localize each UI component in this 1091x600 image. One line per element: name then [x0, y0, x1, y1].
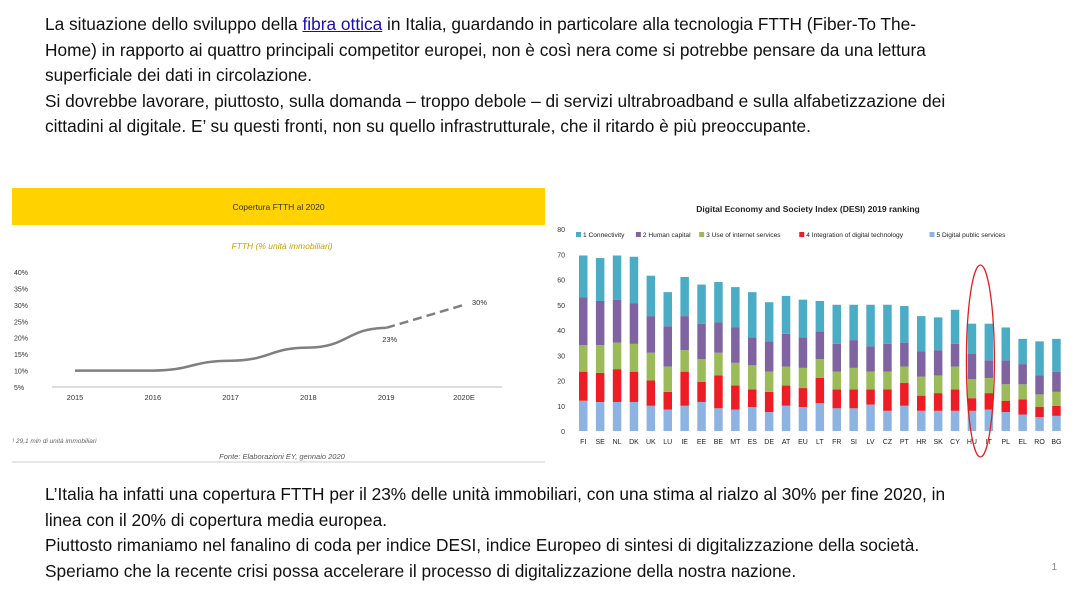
ftth-chart-svg — [12, 188, 545, 463]
bar-segment — [833, 389, 842, 408]
y-tick-label: 30% — [14, 302, 29, 310]
bar-segment — [1035, 407, 1044, 417]
x-tick-label: ES — [747, 439, 757, 446]
bar-segment — [968, 398, 977, 411]
bar-segment — [596, 258, 605, 301]
bar-segment — [664, 367, 673, 392]
bar-segment — [849, 408, 858, 431]
bar-segment — [934, 393, 943, 411]
bar-segment — [1018, 364, 1027, 384]
bar-segment — [697, 402, 706, 431]
bar-segment — [1035, 417, 1044, 431]
legend-label: 5 Digital public services — [936, 232, 1006, 239]
bar-segment — [765, 412, 774, 431]
bar-segment — [968, 324, 977, 354]
closing-line-3: Piuttosto rimaniamo nel fanalino di coda per indice DESI, indice Europeo di sintesi di digitalizzazione della società. — [45, 535, 920, 555]
y-tick-label: 35% — [14, 286, 29, 294]
x-tick-label: IE — [681, 439, 688, 446]
bar-segment — [951, 310, 960, 344]
bar-segment — [748, 389, 757, 407]
bar-segment — [1002, 384, 1011, 400]
bar-segment — [1018, 339, 1027, 364]
bar-segment — [630, 402, 639, 431]
bar-segment — [968, 379, 977, 398]
bar-segment — [613, 300, 622, 343]
y-tick-label: 40% — [14, 270, 29, 277]
x-tick-label: 2016 — [144, 393, 162, 402]
x-tick-label: RO — [1034, 439, 1045, 446]
x-tick-label: 2015 — [66, 393, 84, 402]
bar-segment — [866, 346, 875, 371]
footnote: ¹ 29,1 mln di unità immobiliari — [12, 438, 97, 445]
bar-segment — [1002, 412, 1011, 431]
ftth-coverage-chart — [12, 188, 545, 463]
x-tick-label: PL — [1001, 439, 1011, 446]
legend-label: 2 Human capital — [642, 232, 691, 239]
bar-segment — [934, 350, 943, 375]
y-tick-label: 10% — [14, 368, 29, 376]
bar-segment — [647, 381, 656, 406]
x-tick-label: CY — [950, 439, 960, 446]
bar-segment — [697, 359, 706, 382]
bar-segment — [849, 368, 858, 389]
x-tick-label: HR — [916, 439, 927, 446]
bar-segment — [1035, 341, 1044, 375]
y-tick-label: 5% — [14, 385, 25, 392]
intro-line-1: La situazione dello sviluppo della fibra ottica in Italia, guardando in particolare alla tecnologia FTTH (Fiber-To The- — [45, 14, 916, 34]
bar-segment — [833, 305, 842, 344]
x-tick-label: BE — [713, 439, 724, 446]
x-tick-label: PT — [899, 439, 909, 446]
bar-segment — [883, 372, 892, 390]
bar-segment — [985, 324, 994, 361]
bar-segment — [765, 302, 774, 341]
bar-segment — [917, 316, 926, 351]
intro-line-2: Home) in rapporto ai quattro principali competitor europei, non è così nera come si potrebbe pensare da una lettura — [45, 39, 926, 60]
bar-segment — [1018, 415, 1027, 431]
x-tick-label: LT — [816, 439, 824, 446]
bar-segment — [816, 301, 825, 331]
bar-segment — [579, 297, 588, 345]
closing-line-4: Speriamo che la recente crisi possa accelerare il processo di digitalizzazione della nostra nazione. — [45, 560, 797, 581]
bar-segment — [579, 345, 588, 372]
y-tick-label: 20 — [557, 378, 565, 386]
y-tick-label: 20% — [14, 335, 29, 343]
bar-segment — [613, 256, 622, 300]
y-tick-label: 60 — [557, 277, 565, 285]
x-tick-label: EU — [798, 439, 808, 446]
bar-segment — [849, 340, 858, 368]
bar-segment — [714, 353, 723, 376]
x-tick-label: CZ — [882, 439, 893, 446]
bar-segment — [664, 326, 673, 366]
bar-segment — [680, 316, 689, 350]
y-tick-label: 40 — [557, 328, 565, 335]
bar-segment — [816, 403, 825, 431]
bar-segment — [630, 372, 639, 402]
bar-segment — [985, 378, 994, 393]
x-tick-label: BG — [1051, 439, 1062, 446]
bar-segment — [1052, 416, 1061, 431]
bar-segment — [596, 373, 605, 402]
legend-swatch — [930, 232, 935, 237]
data-label: 23% — [382, 334, 398, 344]
bar-segment — [866, 389, 875, 404]
data-label: 30% — [472, 297, 488, 307]
closing-line-1: L’Italia ha infatti una copertura FTTH per il 23% delle unità immobiliari, con una stima al rialzo al 30% per fine 2020, in — [45, 484, 946, 504]
bar-segment — [579, 372, 588, 401]
bar-segment — [664, 410, 673, 431]
bar-segment — [951, 411, 960, 431]
bar-segment — [647, 276, 656, 316]
x-tick-label: AT — [781, 439, 791, 446]
chart-title: Copertura FTTH al 2020 — [232, 202, 325, 212]
bar-segment — [985, 393, 994, 409]
bar-segment — [917, 396, 926, 411]
bar-segment — [731, 287, 740, 327]
bar-segment — [1035, 394, 1044, 407]
bar-segment — [799, 407, 808, 431]
closing-paragraph — [45, 482, 1045, 584]
bar-segment — [934, 375, 943, 393]
legend-swatch — [799, 232, 804, 237]
bar-segment — [951, 344, 960, 367]
legend-label: 3 Use of internet services — [706, 232, 781, 239]
bar-segment — [1002, 360, 1011, 384]
bar-segment — [1002, 401, 1011, 412]
bar-segment — [613, 369, 622, 402]
closing-line-2: linea con il 20% di copertura media europea. — [45, 509, 387, 530]
x-tick-label: 2019 — [377, 393, 395, 402]
chart-title: Digital Economy and Society Index (DESI) 2019 ranking — [696, 204, 920, 214]
x-tick-label: FR — [832, 439, 842, 446]
x-tick-label: IT — [985, 439, 992, 446]
y-tick-label: 0 — [561, 429, 565, 436]
page-number: 1 — [1051, 562, 1057, 573]
bar-segment — [1052, 339, 1061, 372]
x-tick-label: 2017 — [222, 393, 239, 402]
bar-segment — [596, 402, 605, 431]
bar-segment — [596, 301, 605, 345]
bar-segment — [782, 367, 791, 386]
bar-segment — [748, 292, 757, 337]
bar-segment — [630, 303, 639, 343]
x-tick-label: EE — [696, 439, 707, 446]
bar-segment — [765, 372, 774, 392]
bar-segment — [731, 410, 740, 431]
bar-segment — [697, 382, 706, 402]
y-tick-label: 80 — [557, 227, 565, 234]
bar-segment — [748, 338, 757, 366]
bar-segment — [647, 406, 656, 431]
bar-segment — [765, 341, 774, 371]
bar-segment — [917, 351, 926, 376]
bar-segment — [900, 383, 909, 406]
bar-segment — [664, 392, 673, 410]
bar-segment — [951, 367, 960, 390]
bar-segment — [1052, 406, 1061, 416]
bar-segment — [1002, 327, 1011, 360]
bar-segment — [782, 334, 791, 367]
bar-segment — [833, 344, 842, 372]
x-tick-label: DK — [629, 439, 639, 446]
bar-segment — [900, 406, 909, 431]
bar-segment — [647, 316, 656, 353]
bar-segment — [1035, 375, 1044, 394]
bar-segment — [714, 322, 723, 352]
bar-segment — [883, 411, 892, 431]
bar-segment — [680, 277, 689, 316]
bar-segment — [613, 343, 622, 370]
bar-segment — [731, 327, 740, 362]
source-note: Fonte: Elaborazioni EY, gennaio 2020 — [219, 452, 345, 461]
y-tick-label: 30 — [557, 353, 565, 361]
bar-segment — [1052, 372, 1061, 392]
intro-line-3: superficiale dei dati in circolazione. — [45, 65, 313, 85]
x-tick-label: 2018 — [300, 393, 317, 402]
bar-segment — [630, 257, 639, 304]
bar-segment — [917, 411, 926, 431]
fibra-ottica-link[interactable]: fibra ottica — [302, 14, 383, 34]
x-tick-label: FI — [580, 439, 587, 446]
bar-segment — [917, 377, 926, 396]
y-tick-label: 70 — [557, 252, 565, 260]
bar-segment — [731, 386, 740, 410]
bar-segment — [968, 354, 977, 379]
bar-segment — [596, 345, 605, 373]
bar-segment — [613, 402, 622, 431]
bar-segment — [799, 388, 808, 407]
bar-segment — [680, 372, 689, 406]
bar-segment — [579, 256, 588, 298]
x-tick-label: 2020E — [453, 393, 475, 402]
y-tick-label: 15% — [14, 352, 29, 360]
y-tick-label: 25% — [14, 319, 29, 327]
bar-segment — [900, 343, 909, 367]
bar-segment — [883, 389, 892, 410]
bar-segment — [883, 305, 892, 344]
bar-segment — [680, 350, 689, 371]
legend-label: 4 Integration of digital technology — [806, 232, 904, 239]
x-tick-label: EL — [1018, 439, 1027, 446]
bar-segment — [816, 331, 825, 359]
legend-swatch — [576, 232, 581, 237]
bar-segment — [714, 375, 723, 408]
bar-segment — [579, 401, 588, 431]
bar-segment — [866, 404, 875, 431]
bar-segment — [799, 368, 808, 388]
bar-segment — [934, 411, 943, 431]
bar-segment — [866, 372, 875, 390]
bar-segment — [866, 305, 875, 347]
bar-segment — [748, 365, 757, 389]
bar-segment — [1018, 399, 1027, 414]
x-tick-label: SE — [595, 439, 605, 446]
bar-segment — [782, 296, 791, 334]
bar-segment — [799, 338, 808, 368]
bar-segment — [697, 324, 706, 359]
intro-line-5: cittadini al digitale. E’ su questi fronti, non su quello infrastrutturale, che il ritardo è più preoccupante. — [45, 116, 811, 136]
x-tick-label: UK — [645, 439, 656, 446]
x-tick-label: SK — [933, 439, 943, 446]
bar-segment — [782, 406, 791, 431]
legend-swatch — [636, 232, 641, 237]
legend-swatch — [699, 232, 704, 237]
bar-segment — [833, 372, 842, 390]
x-tick-label: LV — [866, 439, 875, 446]
bar-segment — [714, 282, 723, 322]
bar-segment — [1052, 392, 1061, 406]
desi-chart-svg — [548, 195, 1078, 460]
bar-segment — [799, 300, 808, 338]
x-tick-label: NL — [612, 439, 622, 446]
bar-segment — [731, 363, 740, 386]
bar-segment — [765, 392, 774, 412]
y-tick-label: 10 — [557, 403, 565, 411]
bar-segment — [951, 389, 960, 410]
bar-segment — [985, 360, 994, 378]
intro-line-4: Si dovrebbe lavorare, piuttosto, sulla domanda – troppo debole – di servizi ultrabroadband e sulla alfabetizzazione dei — [45, 90, 946, 111]
ftth-line-projection — [386, 305, 464, 328]
bar-segment — [782, 386, 791, 406]
intro-paragraph — [45, 12, 1045, 140]
x-tick-label: SI — [850, 439, 857, 446]
desi-ranking-chart — [548, 195, 1078, 460]
bar-segment — [714, 408, 723, 431]
bar-segment — [1018, 384, 1027, 399]
x-tick-label: HU — [966, 439, 978, 446]
bar-segment — [934, 317, 943, 350]
bar-segment — [816, 359, 825, 378]
bar-segment — [664, 292, 673, 326]
bar-segment — [849, 389, 858, 408]
bar-segment — [680, 406, 689, 431]
bar-segment — [900, 306, 909, 343]
bar-segment — [833, 408, 842, 431]
x-tick-label: MT — [730, 439, 741, 446]
ftth-line-actual — [75, 328, 386, 371]
bar-segment — [883, 344, 892, 372]
bar-segment — [748, 407, 757, 431]
legend-label: 1 Connectivity — [583, 232, 625, 239]
bar-segment — [630, 344, 639, 372]
bar-segment — [816, 378, 825, 403]
x-tick-label: LU — [663, 439, 673, 446]
y-tick-label: 50 — [557, 302, 565, 310]
bar-segment — [900, 367, 909, 383]
bar-segment — [849, 305, 858, 340]
chart-subtitle: FTTH (% unità immobiliari) — [231, 241, 333, 251]
bar-segment — [647, 353, 656, 381]
bar-segment — [697, 285, 706, 324]
x-tick-label: DE — [764, 439, 775, 446]
